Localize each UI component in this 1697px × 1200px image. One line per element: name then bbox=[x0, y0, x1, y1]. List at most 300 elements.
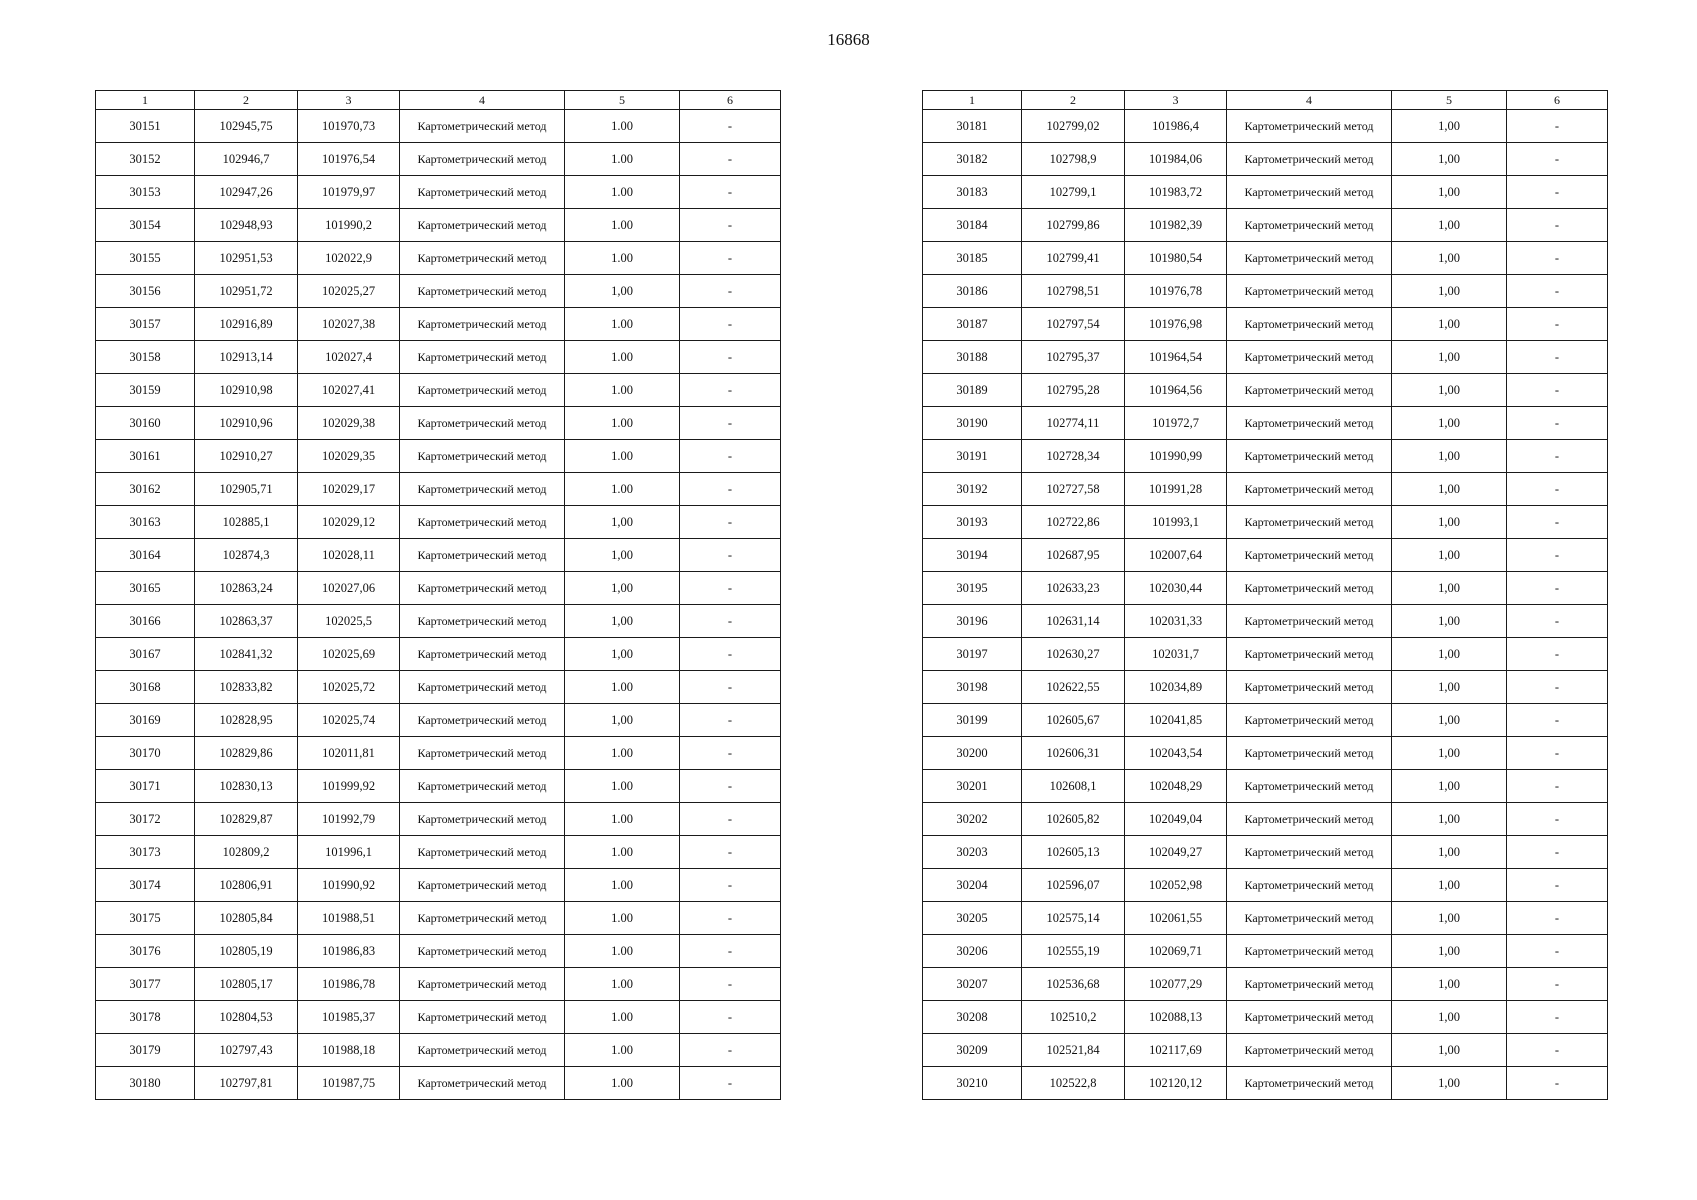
y-coordinate-cell: 102025,5 bbox=[298, 605, 400, 638]
accuracy-cell: 1.00 bbox=[565, 671, 680, 704]
point-number-cell: 30197 bbox=[923, 638, 1022, 671]
method-cell: Картометрический метод bbox=[1227, 737, 1392, 770]
description-cell: - bbox=[680, 242, 781, 275]
column-header: 1 bbox=[923, 91, 1022, 110]
table-row bbox=[923, 308, 1608, 341]
method-cell: Картометрический метод bbox=[1227, 275, 1392, 308]
table-row bbox=[923, 869, 1608, 902]
accuracy-cell: 1,00 bbox=[1392, 341, 1507, 374]
point-number-cell: 30158 bbox=[96, 341, 195, 374]
x-coordinate-cell: 102804,53 bbox=[195, 1001, 298, 1034]
point-number-cell: 30152 bbox=[96, 143, 195, 176]
accuracy-cell: 1,00 bbox=[1392, 407, 1507, 440]
table-row bbox=[923, 341, 1608, 374]
table-row bbox=[923, 440, 1608, 473]
x-coordinate-cell: 102863,37 bbox=[195, 605, 298, 638]
x-coordinate-cell: 102799,02 bbox=[1022, 110, 1125, 143]
accuracy-cell: 1,00 bbox=[1392, 176, 1507, 209]
x-coordinate-cell: 102841,32 bbox=[195, 638, 298, 671]
method-cell: Картометрический метод bbox=[400, 770, 565, 803]
coordinates-table-left bbox=[95, 90, 781, 1100]
x-coordinate-cell: 102805,84 bbox=[195, 902, 298, 935]
point-number-cell: 30205 bbox=[923, 902, 1022, 935]
y-coordinate-cell: 101990,92 bbox=[298, 869, 400, 902]
description-cell: - bbox=[680, 341, 781, 374]
point-number-cell: 30155 bbox=[96, 242, 195, 275]
x-coordinate-cell: 102608,1 bbox=[1022, 770, 1125, 803]
x-coordinate-cell: 102795,37 bbox=[1022, 341, 1125, 374]
method-cell: Картометрический метод bbox=[400, 671, 565, 704]
x-coordinate-cell: 102799,86 bbox=[1022, 209, 1125, 242]
accuracy-cell: 1,00 bbox=[1392, 1001, 1507, 1034]
table-row bbox=[923, 968, 1608, 1001]
accuracy-cell: 1,00 bbox=[565, 539, 680, 572]
table-row bbox=[923, 836, 1608, 869]
point-number-cell: 30183 bbox=[923, 176, 1022, 209]
method-cell: Картометрический метод bbox=[1227, 770, 1392, 803]
y-coordinate-cell: 102061,55 bbox=[1125, 902, 1227, 935]
method-cell: Картометрический метод bbox=[1227, 968, 1392, 1001]
method-cell: Картометрический метод bbox=[1227, 869, 1392, 902]
x-coordinate-cell: 102797,54 bbox=[1022, 308, 1125, 341]
point-number-cell: 30172 bbox=[96, 803, 195, 836]
y-coordinate-cell: 101976,78 bbox=[1125, 275, 1227, 308]
accuracy-cell: 1,00 bbox=[1392, 605, 1507, 638]
column-header: 4 bbox=[400, 91, 565, 110]
table-body bbox=[96, 110, 781, 1100]
description-cell: - bbox=[680, 704, 781, 737]
description-cell: - bbox=[680, 572, 781, 605]
description-cell: - bbox=[680, 638, 781, 671]
table-row bbox=[923, 935, 1608, 968]
point-number-cell: 30159 bbox=[96, 374, 195, 407]
method-cell: Картометрический метод bbox=[400, 473, 565, 506]
method-cell: Картометрический метод bbox=[1227, 209, 1392, 242]
x-coordinate-cell: 102806,91 bbox=[195, 869, 298, 902]
point-number-cell: 30179 bbox=[96, 1034, 195, 1067]
point-number-cell: 30195 bbox=[923, 572, 1022, 605]
point-number-cell: 30204 bbox=[923, 869, 1022, 902]
table-row bbox=[96, 1067, 781, 1100]
point-number-cell: 30175 bbox=[96, 902, 195, 935]
y-coordinate-cell: 101999,92 bbox=[298, 770, 400, 803]
x-coordinate-cell: 102728,34 bbox=[1022, 440, 1125, 473]
y-coordinate-cell: 102027,4 bbox=[298, 341, 400, 374]
x-coordinate-cell: 102830,13 bbox=[195, 770, 298, 803]
table-row bbox=[96, 935, 781, 968]
point-number-cell: 30181 bbox=[923, 110, 1022, 143]
method-cell: Картометрический метод bbox=[400, 605, 565, 638]
accuracy-cell: 1.00 bbox=[565, 1001, 680, 1034]
accuracy-cell: 1.00 bbox=[565, 770, 680, 803]
method-cell: Картометрический метод bbox=[1227, 704, 1392, 737]
description-cell: - bbox=[1507, 572, 1608, 605]
x-coordinate-cell: 102833,82 bbox=[195, 671, 298, 704]
x-coordinate-cell: 102605,13 bbox=[1022, 836, 1125, 869]
y-coordinate-cell: 101992,79 bbox=[298, 803, 400, 836]
table-row bbox=[96, 374, 781, 407]
method-cell: Картометрический метод bbox=[400, 638, 565, 671]
description-cell: - bbox=[1507, 770, 1608, 803]
accuracy-cell: 1,00 bbox=[565, 704, 680, 737]
x-coordinate-cell: 102945,75 bbox=[195, 110, 298, 143]
description-cell: - bbox=[680, 539, 781, 572]
x-coordinate-cell: 102805,17 bbox=[195, 968, 298, 1001]
accuracy-cell: 1,00 bbox=[1392, 242, 1507, 275]
method-cell: Картометрический метод bbox=[400, 704, 565, 737]
description-cell: - bbox=[1507, 803, 1608, 836]
x-coordinate-cell: 102631,14 bbox=[1022, 605, 1125, 638]
method-cell: Картометрический метод bbox=[400, 902, 565, 935]
table-row bbox=[923, 209, 1608, 242]
y-coordinate-cell: 102025,72 bbox=[298, 671, 400, 704]
description-cell: - bbox=[680, 1034, 781, 1067]
point-number-cell: 30177 bbox=[96, 968, 195, 1001]
description-cell: - bbox=[1507, 374, 1608, 407]
x-coordinate-cell: 102606,31 bbox=[1022, 737, 1125, 770]
page-number: 16868 bbox=[827, 30, 870, 49]
y-coordinate-cell: 102088,13 bbox=[1125, 1001, 1227, 1034]
point-number-cell: 30164 bbox=[96, 539, 195, 572]
description-cell: - bbox=[680, 671, 781, 704]
table-row bbox=[923, 1001, 1608, 1034]
column-header: 6 bbox=[680, 91, 781, 110]
description-cell: - bbox=[1507, 1067, 1608, 1100]
method-cell: Картометрический метод bbox=[400, 110, 565, 143]
accuracy-cell: 1.00 bbox=[565, 968, 680, 1001]
accuracy-cell: 1.00 bbox=[565, 902, 680, 935]
table-row bbox=[96, 605, 781, 638]
accuracy-cell: 1,00 bbox=[1392, 968, 1507, 1001]
method-cell: Картометрический метод bbox=[400, 737, 565, 770]
y-coordinate-cell: 102029,35 bbox=[298, 440, 400, 473]
point-number-cell: 30154 bbox=[96, 209, 195, 242]
description-cell: - bbox=[1507, 902, 1608, 935]
x-coordinate-cell: 102797,43 bbox=[195, 1034, 298, 1067]
point-number-cell: 30167 bbox=[96, 638, 195, 671]
table-row bbox=[96, 242, 781, 275]
table-row bbox=[96, 341, 781, 374]
accuracy-cell: 1.00 bbox=[565, 1034, 680, 1067]
table-header-row bbox=[96, 91, 781, 110]
accuracy-cell: 1,00 bbox=[1392, 803, 1507, 836]
description-cell: - bbox=[1507, 440, 1608, 473]
y-coordinate-cell: 102041,85 bbox=[1125, 704, 1227, 737]
x-coordinate-cell: 102536,68 bbox=[1022, 968, 1125, 1001]
point-number-cell: 30200 bbox=[923, 737, 1022, 770]
x-coordinate-cell: 102774,11 bbox=[1022, 407, 1125, 440]
method-cell: Картометрический метод bbox=[1227, 803, 1392, 836]
description-cell: - bbox=[680, 770, 781, 803]
table-row bbox=[923, 1067, 1608, 1100]
point-number-cell: 30209 bbox=[923, 1034, 1022, 1067]
table-row bbox=[96, 539, 781, 572]
y-coordinate-cell: 101987,75 bbox=[298, 1067, 400, 1100]
method-cell: Картометрический метод bbox=[1227, 506, 1392, 539]
method-cell: Картометрический метод bbox=[400, 869, 565, 902]
accuracy-cell: 1,00 bbox=[565, 605, 680, 638]
method-cell: Картометрический метод bbox=[1227, 308, 1392, 341]
description-cell: - bbox=[680, 1067, 781, 1100]
accuracy-cell: 1.00 bbox=[565, 110, 680, 143]
y-coordinate-cell: 102031,7 bbox=[1125, 638, 1227, 671]
table-row bbox=[96, 671, 781, 704]
x-coordinate-cell: 102633,23 bbox=[1022, 572, 1125, 605]
method-cell: Картометрический метод bbox=[1227, 1034, 1392, 1067]
accuracy-cell: 1,00 bbox=[1392, 473, 1507, 506]
table-row bbox=[96, 209, 781, 242]
table-row bbox=[923, 704, 1608, 737]
table-row bbox=[923, 275, 1608, 308]
method-cell: Картометрический метод bbox=[1227, 440, 1392, 473]
column-header: 2 bbox=[1022, 91, 1125, 110]
table-row bbox=[923, 1034, 1608, 1067]
column-header: 1 bbox=[96, 91, 195, 110]
description-cell: - bbox=[680, 836, 781, 869]
y-coordinate-cell: 101983,72 bbox=[1125, 176, 1227, 209]
column-header: 6 bbox=[1507, 91, 1608, 110]
point-number-cell: 30161 bbox=[96, 440, 195, 473]
description-cell: - bbox=[1507, 506, 1608, 539]
method-cell: Картометрический метод bbox=[1227, 176, 1392, 209]
x-coordinate-cell: 102913,14 bbox=[195, 341, 298, 374]
x-coordinate-cell: 102828,95 bbox=[195, 704, 298, 737]
description-cell: - bbox=[1507, 341, 1608, 374]
column-header: 5 bbox=[565, 91, 680, 110]
accuracy-cell: 1,00 bbox=[1392, 539, 1507, 572]
y-coordinate-cell: 102077,29 bbox=[1125, 968, 1227, 1001]
accuracy-cell: 1.00 bbox=[565, 935, 680, 968]
y-coordinate-cell: 102027,06 bbox=[298, 572, 400, 605]
description-cell: - bbox=[680, 275, 781, 308]
y-coordinate-cell: 102034,89 bbox=[1125, 671, 1227, 704]
table-row bbox=[96, 275, 781, 308]
table-row bbox=[923, 242, 1608, 275]
description-cell: - bbox=[680, 1001, 781, 1034]
table-row bbox=[96, 506, 781, 539]
description-cell: - bbox=[1507, 1034, 1608, 1067]
table-row bbox=[96, 407, 781, 440]
column-header: 4 bbox=[1227, 91, 1392, 110]
description-cell: - bbox=[1507, 407, 1608, 440]
method-cell: Картометрический метод bbox=[400, 209, 565, 242]
description-cell: - bbox=[1507, 704, 1608, 737]
description-cell: - bbox=[1507, 869, 1608, 902]
accuracy-cell: 1.00 bbox=[565, 374, 680, 407]
y-coordinate-cell: 101988,51 bbox=[298, 902, 400, 935]
description-cell: - bbox=[680, 110, 781, 143]
accuracy-cell: 1,00 bbox=[1392, 671, 1507, 704]
x-coordinate-cell: 102798,51 bbox=[1022, 275, 1125, 308]
point-number-cell: 30193 bbox=[923, 506, 1022, 539]
method-cell: Картометрический метод bbox=[400, 1001, 565, 1034]
point-number-cell: 30191 bbox=[923, 440, 1022, 473]
y-coordinate-cell: 102025,69 bbox=[298, 638, 400, 671]
table-row bbox=[923, 473, 1608, 506]
accuracy-cell: 1,00 bbox=[1392, 506, 1507, 539]
accuracy-cell: 1.00 bbox=[565, 176, 680, 209]
method-cell: Картометрический метод bbox=[400, 374, 565, 407]
y-coordinate-cell: 101964,56 bbox=[1125, 374, 1227, 407]
method-cell: Картометрический метод bbox=[400, 1034, 565, 1067]
table-body bbox=[923, 110, 1608, 1100]
point-number-cell: 30178 bbox=[96, 1001, 195, 1034]
method-cell: Картометрический метод bbox=[400, 803, 565, 836]
x-coordinate-cell: 102510,2 bbox=[1022, 1001, 1125, 1034]
accuracy-cell: 1,00 bbox=[1392, 935, 1507, 968]
point-number-cell: 30192 bbox=[923, 473, 1022, 506]
accuracy-cell: 1,00 bbox=[1392, 572, 1507, 605]
point-number-cell: 30153 bbox=[96, 176, 195, 209]
y-coordinate-cell: 101980,54 bbox=[1125, 242, 1227, 275]
x-coordinate-cell: 102799,1 bbox=[1022, 176, 1125, 209]
accuracy-cell: 1,00 bbox=[565, 572, 680, 605]
y-coordinate-cell: 101996,1 bbox=[298, 836, 400, 869]
y-coordinate-cell: 101986,78 bbox=[298, 968, 400, 1001]
x-coordinate-cell: 102916,89 bbox=[195, 308, 298, 341]
description-cell: - bbox=[680, 506, 781, 539]
x-coordinate-cell: 102863,24 bbox=[195, 572, 298, 605]
accuracy-cell: 1,00 bbox=[1392, 374, 1507, 407]
point-number-cell: 30160 bbox=[96, 407, 195, 440]
accuracy-cell: 1.00 bbox=[565, 803, 680, 836]
accuracy-cell: 1,00 bbox=[1392, 110, 1507, 143]
accuracy-cell: 1,00 bbox=[1392, 704, 1507, 737]
table-row bbox=[923, 143, 1608, 176]
coordinates-table-right bbox=[922, 90, 1608, 1100]
point-number-cell: 30171 bbox=[96, 770, 195, 803]
x-coordinate-cell: 102946,7 bbox=[195, 143, 298, 176]
table-row bbox=[923, 407, 1608, 440]
y-coordinate-cell: 102028,11 bbox=[298, 539, 400, 572]
accuracy-cell: 1.00 bbox=[565, 473, 680, 506]
table-row bbox=[96, 572, 781, 605]
point-number-cell: 30210 bbox=[923, 1067, 1022, 1100]
table-row bbox=[923, 770, 1608, 803]
y-coordinate-cell: 102027,38 bbox=[298, 308, 400, 341]
y-coordinate-cell: 101979,97 bbox=[298, 176, 400, 209]
x-coordinate-cell: 102575,14 bbox=[1022, 902, 1125, 935]
description-cell: - bbox=[1507, 605, 1608, 638]
method-cell: Картометрический метод bbox=[400, 836, 565, 869]
table-row bbox=[96, 1001, 781, 1034]
accuracy-cell: 1.00 bbox=[565, 308, 680, 341]
accuracy-cell: 1,00 bbox=[1392, 638, 1507, 671]
y-coordinate-cell: 101976,54 bbox=[298, 143, 400, 176]
description-cell: - bbox=[1507, 110, 1608, 143]
x-coordinate-cell: 102905,71 bbox=[195, 473, 298, 506]
method-cell: Картометрический метод bbox=[1227, 341, 1392, 374]
x-coordinate-cell: 102874,3 bbox=[195, 539, 298, 572]
y-coordinate-cell: 102052,98 bbox=[1125, 869, 1227, 902]
column-header: 3 bbox=[298, 91, 400, 110]
table-row bbox=[923, 605, 1608, 638]
point-number-cell: 30203 bbox=[923, 836, 1022, 869]
y-coordinate-cell: 102027,41 bbox=[298, 374, 400, 407]
column-header: 2 bbox=[195, 91, 298, 110]
description-cell: - bbox=[1507, 1001, 1608, 1034]
method-cell: Картометрический метод bbox=[400, 308, 565, 341]
accuracy-cell: 1.00 bbox=[565, 209, 680, 242]
point-number-cell: 30168 bbox=[96, 671, 195, 704]
method-cell: Картометрический метод bbox=[400, 539, 565, 572]
point-number-cell: 30184 bbox=[923, 209, 1022, 242]
x-coordinate-cell: 102948,93 bbox=[195, 209, 298, 242]
x-coordinate-cell: 102809,2 bbox=[195, 836, 298, 869]
y-coordinate-cell: 101970,73 bbox=[298, 110, 400, 143]
method-cell: Картометрический метод bbox=[400, 143, 565, 176]
point-number-cell: 30156 bbox=[96, 275, 195, 308]
table-row bbox=[96, 638, 781, 671]
description-cell: - bbox=[680, 935, 781, 968]
point-number-cell: 30157 bbox=[96, 308, 195, 341]
y-coordinate-cell: 102011,81 bbox=[298, 737, 400, 770]
point-number-cell: 30173 bbox=[96, 836, 195, 869]
method-cell: Картометрический метод bbox=[1227, 1067, 1392, 1100]
method-cell: Картометрический метод bbox=[1227, 1001, 1392, 1034]
accuracy-cell: 1.00 bbox=[565, 242, 680, 275]
point-number-cell: 30208 bbox=[923, 1001, 1022, 1034]
method-cell: Картометрический метод bbox=[400, 341, 565, 374]
accuracy-cell: 1,00 bbox=[1392, 1067, 1507, 1100]
description-cell: - bbox=[1507, 473, 1608, 506]
description-cell: - bbox=[680, 407, 781, 440]
y-coordinate-cell: 101972,7 bbox=[1125, 407, 1227, 440]
accuracy-cell: 1.00 bbox=[565, 143, 680, 176]
description-cell: - bbox=[1507, 539, 1608, 572]
table-row bbox=[923, 671, 1608, 704]
y-coordinate-cell: 101964,54 bbox=[1125, 341, 1227, 374]
description-cell: - bbox=[680, 209, 781, 242]
y-coordinate-cell: 101976,98 bbox=[1125, 308, 1227, 341]
table-row bbox=[923, 539, 1608, 572]
description-cell: - bbox=[1507, 836, 1608, 869]
description-cell: - bbox=[680, 308, 781, 341]
table-row bbox=[96, 704, 781, 737]
table-row bbox=[96, 473, 781, 506]
table-row bbox=[923, 638, 1608, 671]
method-cell: Картометрический метод bbox=[400, 968, 565, 1001]
accuracy-cell: 1,00 bbox=[1392, 836, 1507, 869]
accuracy-cell: 1,00 bbox=[1392, 143, 1507, 176]
method-cell: Картометрический метод bbox=[400, 407, 565, 440]
y-coordinate-cell: 101984,06 bbox=[1125, 143, 1227, 176]
description-cell: - bbox=[680, 374, 781, 407]
table-row bbox=[96, 770, 781, 803]
y-coordinate-cell: 102048,29 bbox=[1125, 770, 1227, 803]
x-coordinate-cell: 102521,84 bbox=[1022, 1034, 1125, 1067]
x-coordinate-cell: 102951,72 bbox=[195, 275, 298, 308]
point-number-cell: 30185 bbox=[923, 242, 1022, 275]
method-cell: Картометрический метод bbox=[400, 176, 565, 209]
point-number-cell: 30187 bbox=[923, 308, 1022, 341]
table-row bbox=[923, 374, 1608, 407]
accuracy-cell: 1,00 bbox=[1392, 209, 1507, 242]
point-number-cell: 30182 bbox=[923, 143, 1022, 176]
accuracy-cell: 1,00 bbox=[1392, 902, 1507, 935]
method-cell: Картометрический метод bbox=[1227, 638, 1392, 671]
accuracy-cell: 1,00 bbox=[1392, 737, 1507, 770]
y-coordinate-cell: 101993,1 bbox=[1125, 506, 1227, 539]
table-row bbox=[923, 110, 1608, 143]
table-row bbox=[96, 1034, 781, 1067]
method-cell: Картометрический метод bbox=[400, 1067, 565, 1100]
method-cell: Картометрический метод bbox=[1227, 836, 1392, 869]
accuracy-cell: 1.00 bbox=[565, 341, 680, 374]
x-coordinate-cell: 102798,9 bbox=[1022, 143, 1125, 176]
description-cell: - bbox=[680, 869, 781, 902]
column-header: 3 bbox=[1125, 91, 1227, 110]
